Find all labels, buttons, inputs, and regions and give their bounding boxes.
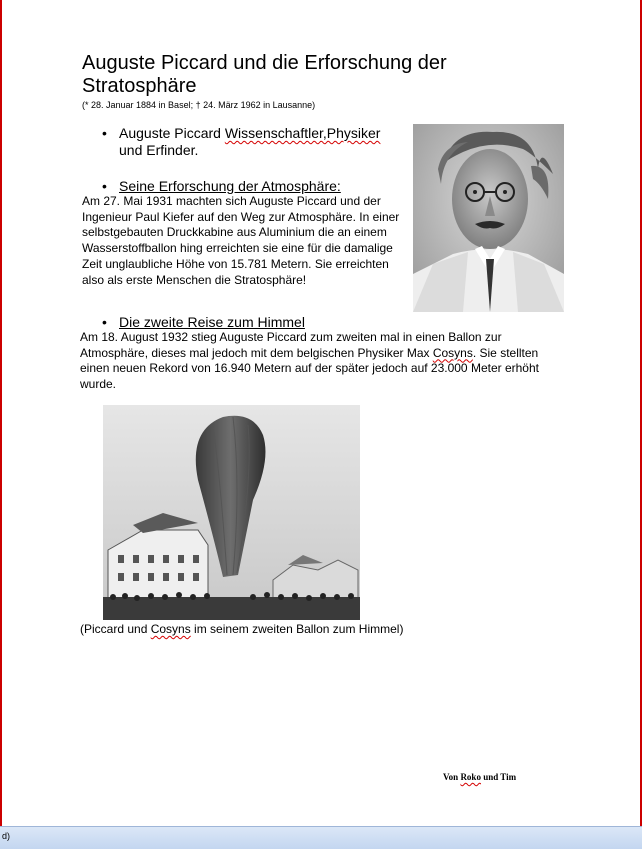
second-journey-heading: Die zweite Reise zum Himmel: [119, 314, 305, 330]
spelling-error-word[interactable]: Cosyns: [150, 622, 191, 636]
bullet-dot: •: [102, 314, 107, 330]
life-dates: (* 28. Januar 1884 in Basel; † 24. März 1962 in Lausanne): [82, 100, 316, 110]
balloon-launch-photo[interactable]: [103, 405, 360, 620]
photo-caption: (Piccard und Cosyns im seinem zweiten Ballon zum Himmel): [80, 622, 404, 636]
research-heading: Seine Erforschung der Atmosphäre:: [119, 178, 341, 194]
bullet-scientist: [102, 125, 402, 165]
status-bar: [0, 826, 642, 849]
research-paragraph: Am 27. Mai 1931 machten sich Auguste Piccard und der Ingenieur Paul Kiefer auf den Weg zur Atmosphäre. In einer selbstgebauten Druckkabine aus Aluminium die an einem Wasserstoffballon hing erreichten sie eine für die damalige Zeit unglaubliche Höhe von 15.781 Metern. Sie erreichten also als erste Menschen die Stratosphäre!: [82, 194, 400, 287]
document-title: Auguste Piccard und die Erforschung der Stratosphäre: [82, 52, 447, 97]
authors-line: Von Roko und Tim: [443, 772, 517, 782]
spelling-error-word[interactable]: Wissenschaftler,Physiker: [224, 125, 381, 141]
piccard-portrait-photo[interactable]: [413, 124, 564, 312]
status-text: d): [2, 831, 11, 841]
bullet-dot: •: [102, 125, 107, 141]
bullet-scientist-post: und Erfinder.: [119, 142, 199, 158]
bullet-dot: •: [102, 178, 107, 194]
bullet-scientist-pre: Auguste Piccard: [119, 125, 225, 141]
spelling-error-word[interactable]: Roko: [460, 772, 481, 782]
second-journey-paragraph: Am 18. August 1932 stieg Auguste Piccard zum zweiten mal in einen Ballon zur Atmosphäre, dieses mal jedoch mit dem belgischen Physiker Max Cosyns. Sie stellten einen neuen Rekord von 16.940 Metern auf der später jedoch auf 23.000 Meter erhöht wurde.: [80, 330, 539, 392]
spelling-error-word[interactable]: Cosyns: [432, 345, 473, 360]
